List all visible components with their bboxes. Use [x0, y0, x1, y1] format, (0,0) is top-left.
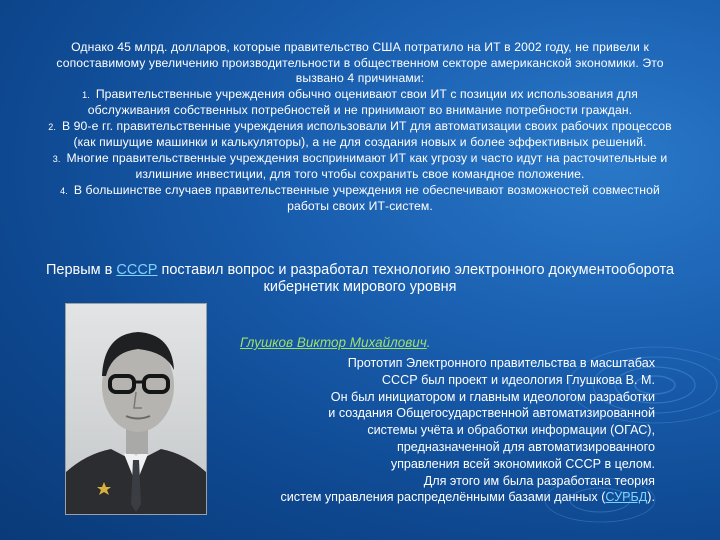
portrait-photo — [65, 303, 207, 515]
reason-1: 1. Правительственные учреждения обычно оценивают свои ИТ с позиции их использования для обслуживания собственных потребностей и не принимают во внимание потребности граждан. — [82, 86, 638, 117]
reason-4: 4. В большинстве случаев правительственные учреждения не обеспечивают возможностей совместной работы своих ИТ-систем. — [60, 182, 660, 213]
reason-3: 3. Многие правительственные учреждения воспринимают ИТ как угрозу и часто идут на расточительные и излишние инвестиции, для того чтобы сохранить свое командное положение. — [52, 150, 668, 181]
person-name: Глушков Виктор Михайлович. — [240, 335, 431, 350]
reason-2: 2. В 90-е гг. правительственные учреждения использовали ИТ для автоматизации своих рабочих процессов (как пишущие машинки и калькуляторы), а не для создания новых и более эффективных решений. — [48, 118, 672, 149]
ussr-link[interactable]: СССР — [116, 262, 158, 278]
portrait-image — [66, 304, 206, 514]
intro-lead: Однако 45 млрд. долларов, которые правительство США потратило на ИТ в 2002 году, не привели к сопоставимому увеличению производительности в общественном секторе американской экономики. Это вызвано 4 причинами: — [56, 40, 664, 85]
biography-text: Прототип Электронного правительства в масштабах СССР был проект и идеология Глушкова В. М. Он был инициатором и главным идеологом разработки и создания Общегосударственной автоматизированной системы учёта и обработки информации (ОГАС), предназначенной для автоматизированного управления всей экономикой СССР в целом. Для этого им была разработана теория систем управления распределёнными базами данных (СУРБД). — [215, 355, 655, 506]
person-name-link[interactable]: Глушков Виктор Михайлович — [240, 335, 427, 350]
surbd-link[interactable]: СУРБД — [605, 490, 648, 505]
section-heading: Первым в СССР поставил вопрос и разработал технологию электронного документооборота кибернетик мирового уровня — [45, 262, 675, 295]
intro-text-block — [40, 40, 680, 215]
bio-last-line: систем управления распределёнными базами данных (СУРБД). — [280, 490, 655, 505]
